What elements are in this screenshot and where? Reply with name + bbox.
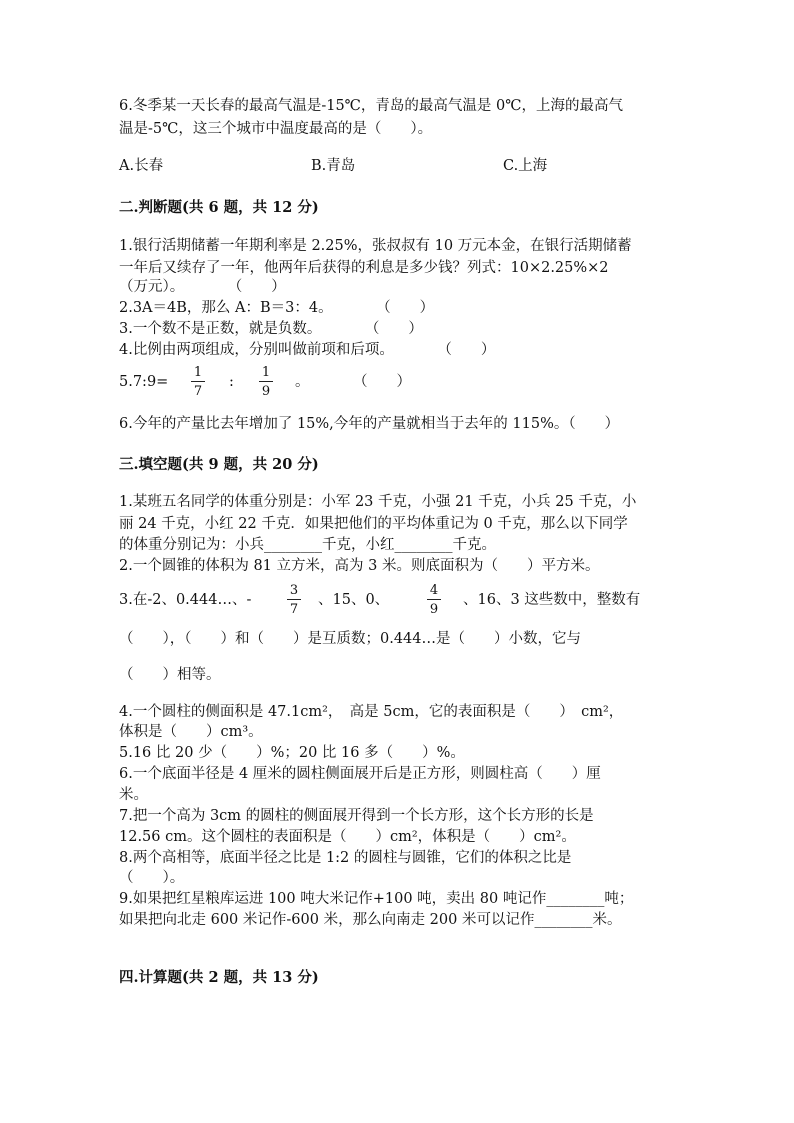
- s3-q3-prefix: 3.在-2、0.444…、-: [119, 592, 252, 608]
- s3-q1-line3: 的体重分别记为：小兵________千克，小红________千克。: [119, 537, 496, 553]
- s2-q5-prefix: 5.7:9=: [119, 374, 169, 390]
- section2-heading: 二.判断题(共 6 题，共 12 分): [119, 199, 319, 216]
- s2-q1-line2: 一年后又续存了一年，他两年后获得的利息是多少钱？列式：10×2.25%×2: [119, 260, 609, 276]
- fraction-numerator: 4: [429, 583, 439, 598]
- fraction-denominator: 7: [289, 602, 299, 617]
- s3-q7-line2: 12.56 cm。这个圆柱的表面积是（ ）cm²，体积是（ ）cm²。: [119, 829, 576, 845]
- s2-q5-suffix: 。 （ ）: [295, 374, 411, 390]
- fraction-numerator: 1: [261, 365, 271, 380]
- s2-q2: 2.3A＝4B，那么 A：B＝3：4。 （ ）: [119, 300, 435, 316]
- s3-q1-line1: 1.某班五名同学的体重分别是：小军 23 千克，小强 21 千克，小兵 25 千克，小: [119, 494, 637, 510]
- s2-q1-line3: （万元）。 （ ）: [119, 279, 286, 295]
- s2-q5-fraction-1: [191, 365, 205, 399]
- s3-q9-line1: 9.如果把红星粮库运进 100 吨大米记作+100 吨，卖出 80 吨记作________吨；: [119, 891, 634, 907]
- s3-q3-fraction-2: [427, 583, 441, 617]
- option-b: B.青岛: [311, 158, 356, 174]
- s3-q4-line1: 4.一个圆柱的侧面积是 47.1cm²， 高是 5cm，它的表面积是（ ） cm²，: [119, 704, 624, 720]
- fraction-denominator: 9: [261, 384, 271, 399]
- s3-q3-line3: （ ）相等。: [119, 667, 221, 683]
- section4-heading: 四.计算题(共 2 题，共 13 分): [119, 969, 319, 986]
- s3-q3-suffix: 、16、3 这些数中，整数有: [463, 592, 641, 608]
- s2-q6: 6.今年的产量比去年增加了 15%,今年的产量就相当于去年的 115%。（ ）: [119, 416, 620, 432]
- fraction-numerator: 1: [193, 365, 203, 380]
- s2-q1-line1: 1.银行活期储蓄一年期利率是 2.25%，张叔叔有 10 万元本金，在银行活期储蓄: [119, 238, 632, 254]
- fraction-denominator: 9: [429, 602, 439, 617]
- s3-q6-line2: 米。: [119, 787, 148, 803]
- s3-q3-fraction-1: [287, 583, 301, 617]
- s1-q6-line2: 温是-5℃，这三个城市中温度最高的是（ ）。: [119, 121, 433, 137]
- s2-q4: 4.比例由两项组成，分别叫做前项和后项。 （ ）: [119, 342, 496, 358]
- s3-q8-line2: （ ）。: [119, 870, 185, 886]
- s3-q4-line2: 体积是（ ）cm³。: [119, 724, 263, 740]
- s1-q6-line1: 6.冬季某一天长春的最高气温是-15℃，青岛的最高气温是 0℃，上海的最高气: [119, 98, 623, 114]
- s3-q7-line1: 7.把一个高为 3cm 的圆柱的侧面展开得到一个长方形，这个长方形的长是: [119, 808, 594, 824]
- s3-q9-line2: 如果把向北走 600 米记作-600 米，那么向南走 200 米可以记作________米。: [119, 912, 622, 928]
- fraction-denominator: 7: [193, 384, 203, 399]
- fraction-numerator: 3: [289, 583, 299, 598]
- section3-heading: 三.填空题(共 9 题，共 20 分): [119, 456, 319, 473]
- option-a: A.长春: [119, 158, 164, 174]
- s3-q5: 5.16 比 20 少（ ）%；20 比 16 多（ ）%。: [119, 745, 465, 761]
- s2-q5-fraction-2: [259, 365, 273, 399]
- s3-q3-middle: 、15、0、: [318, 592, 390, 608]
- s3-q3-line2: （ ），（ ）和（ ）是互质数；0.444…是（ ）小数，它与: [119, 631, 582, 647]
- s2-q5-colon: :: [229, 374, 234, 390]
- s3-q2: 2.一个圆锥的体积为 81 立方米，高为 3 米。则底面积为（ ）平方米。: [119, 558, 600, 574]
- s3-q1-line2: 丽 24 千克，小红 22 千克．如果把他们的平均体重记为 0 千克，那么以下同学: [119, 516, 628, 532]
- option-c: C.上海: [503, 158, 548, 174]
- s2-q3: 3.一个数不是正数，就是负数。 （ ）: [119, 321, 423, 337]
- s3-q8-line1: 8.两个高相等，底面半径之比是 1:2 的圆柱与圆锥，它们的体积之比是: [119, 850, 572, 866]
- s3-q6-line1: 6.一个底面半径是 4 厘米的圆柱侧面展开后是正方形，则圆柱高（ ）厘: [119, 766, 601, 782]
